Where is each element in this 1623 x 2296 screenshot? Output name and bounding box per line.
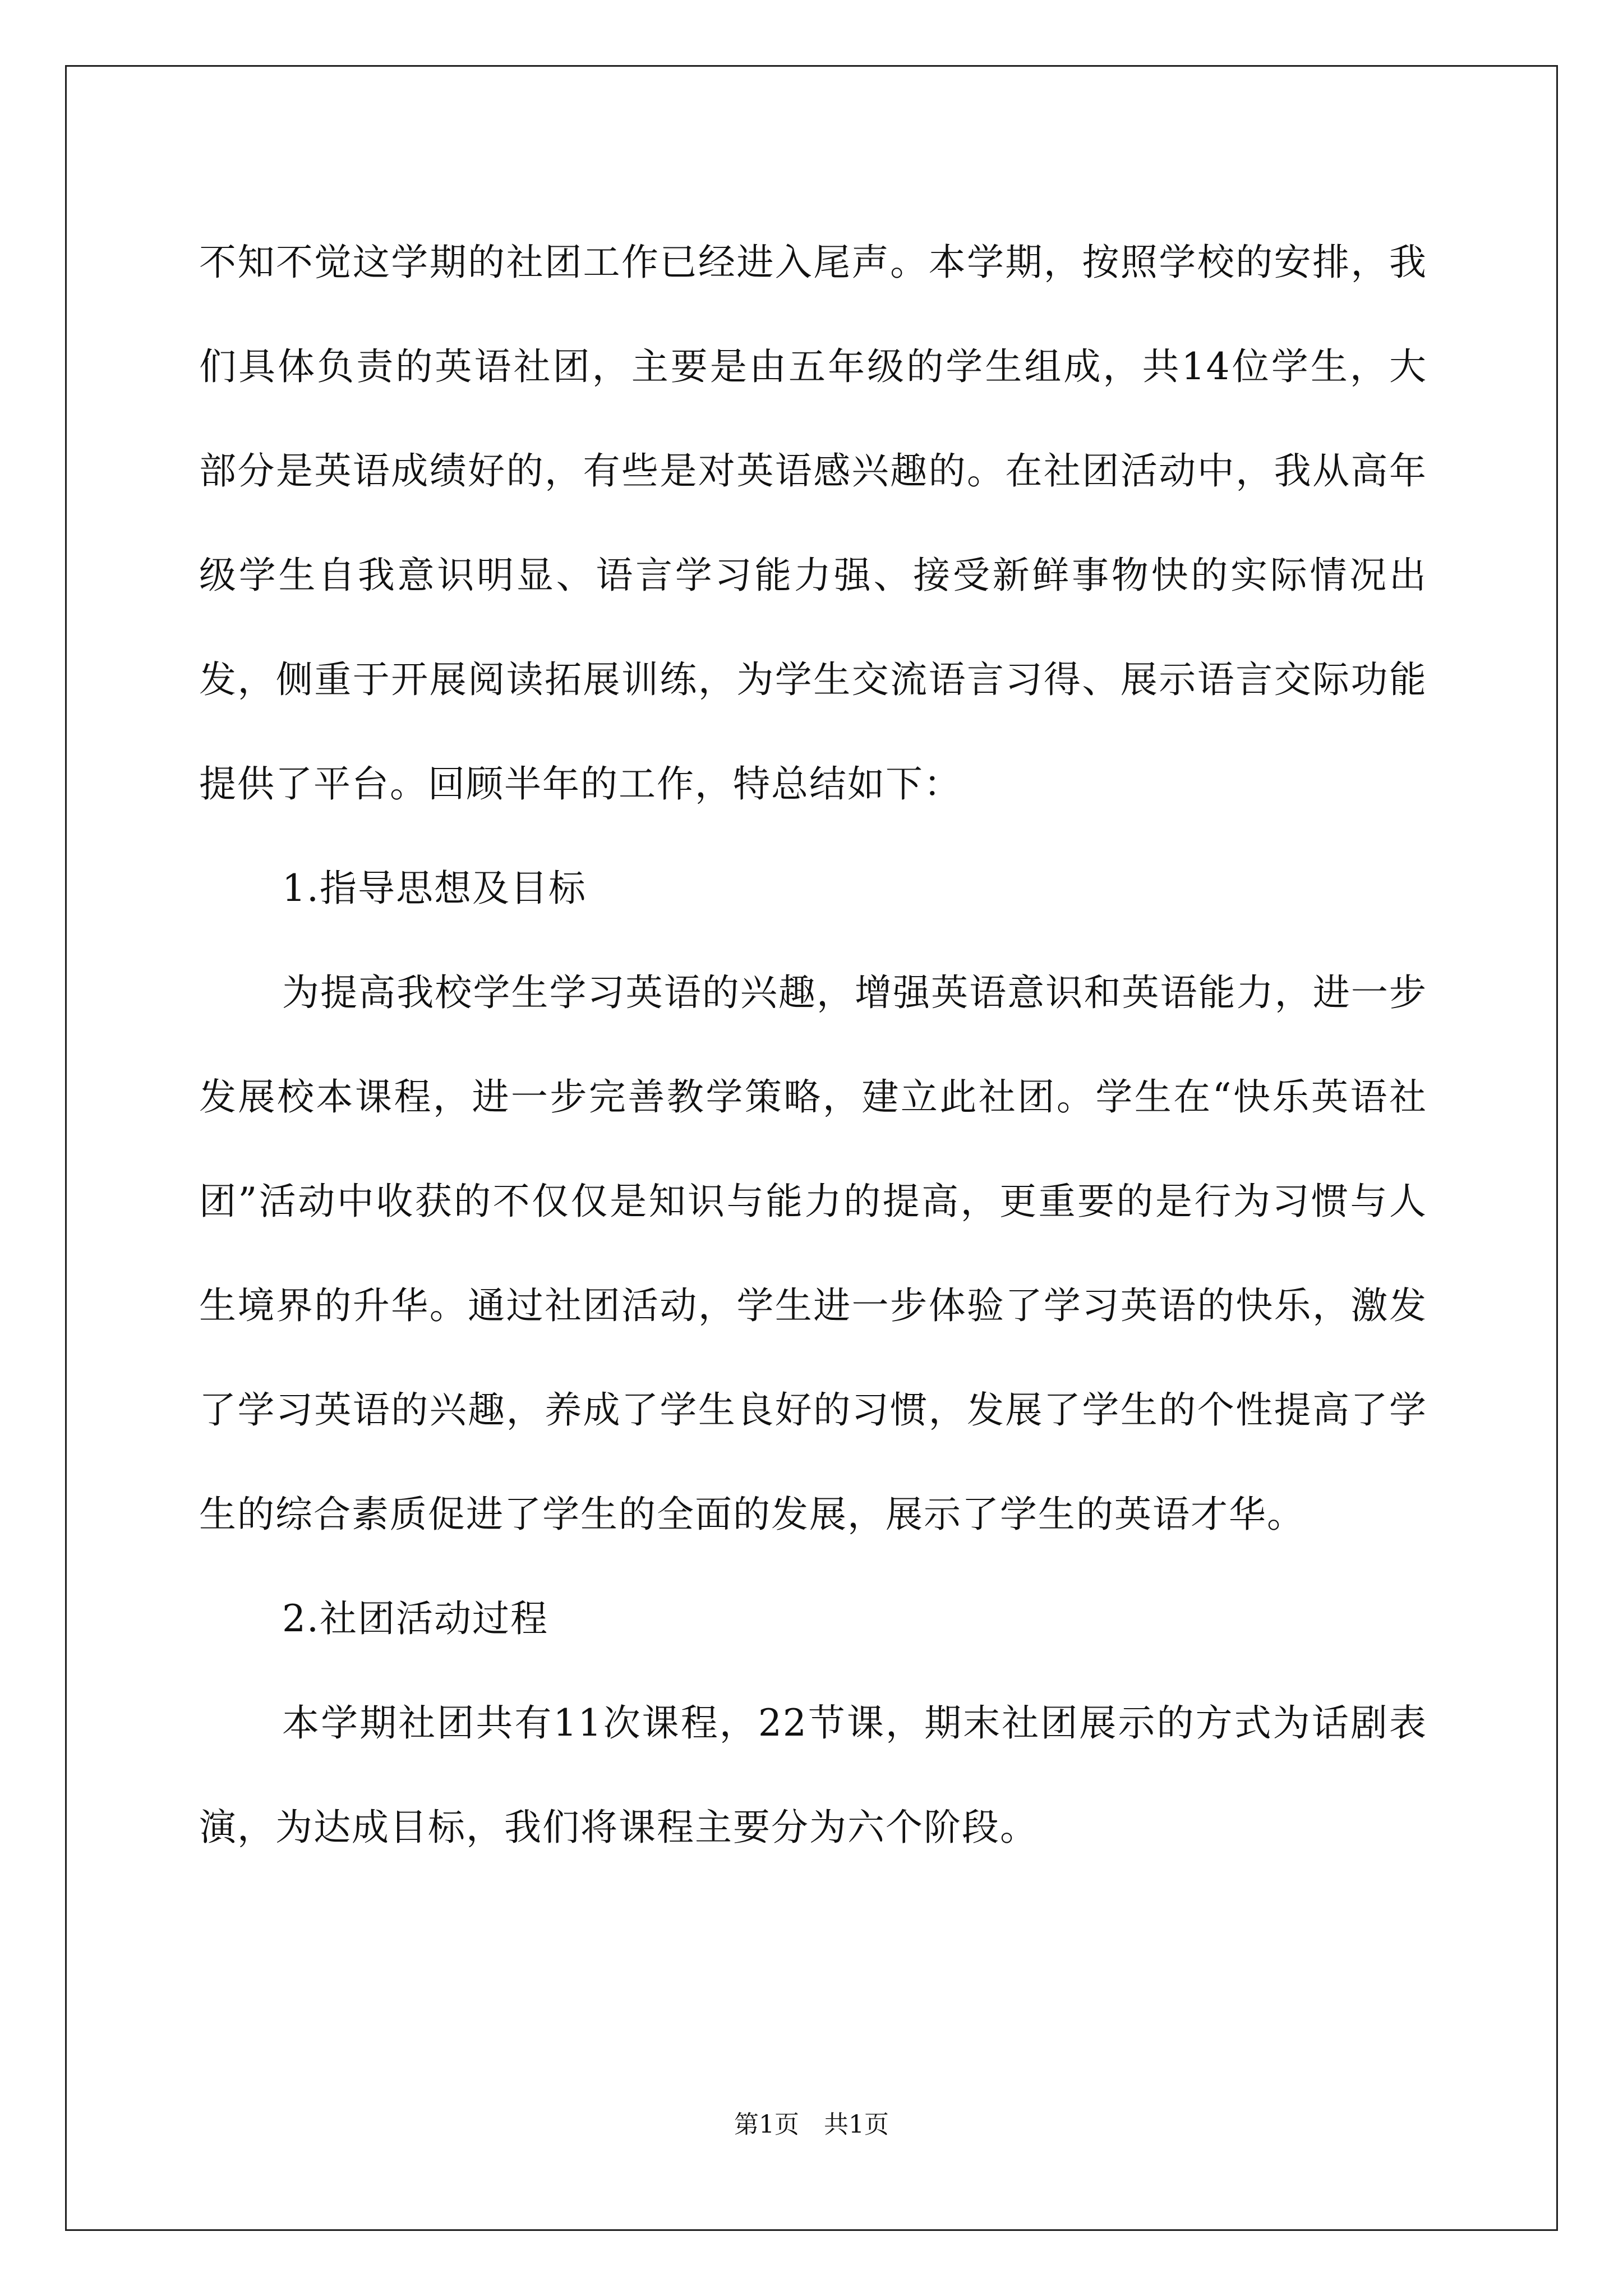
page-footer: 第1页 共1页: [734, 2110, 889, 2139]
document-body: [199, 210, 1427, 1880]
section-heading-1: 1.指导思想及目标: [282, 867, 587, 910]
activity-process-paragraph: 本学期社团共有11次课程，22节课，期末社团展示的方式为话剧表演，为达成目标，我们将课程主要分为六个阶段。: [199, 1701, 1427, 1849]
intro-paragraph: 不知不觉这学期的社团工作已经进入尾声。本学期，按照学校的安排，我们具体负责的英语社团，主要是由五年级的学生组成，共14位学生，大部分是英语成绩好的，有些是对英语感兴趣的。在社团活动中，我从高年级学生自我意识明显、语言学习能力强、接受新鲜事物快的实际情况出发，侧重于开展阅读拓展训练，为学生交流语言习得、展示语言交际功能提供了平台。回顾半年的工作，特总结如下：: [199, 241, 1427, 806]
guiding-ideas-paragraph: 为提高我校学生学习英语的兴趣，增强英语意识和英语能力，进一步发展校本课程，进一步完善教学策略，建立此社团。学生在“快乐英语社团”活动中收获的不仅仅是知识与能力的提高，更重要的是行为习惯与人生境界的升华。通过社团活动，学生进一步体验了学习英语的快乐，激发了学习英语的兴趣，养成了学生良好的习惯，发展了学生的个性提高了学生的综合素质促进了学生的全面的发展，展示了学生的英语才华。: [199, 971, 1427, 1536]
section-heading-2: 2.社团活动过程: [282, 1597, 548, 1640]
